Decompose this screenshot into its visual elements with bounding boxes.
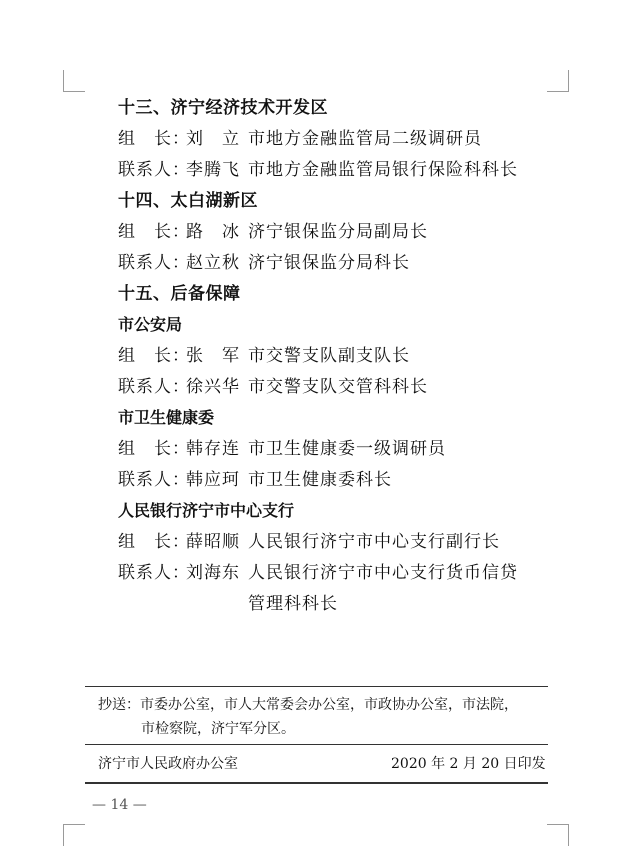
person-title: 市交警支队交管科科长 <box>248 377 428 397</box>
unit-heading: 市卫生健康委 <box>118 408 215 427</box>
person-title-continuation <box>248 593 338 615</box>
row-contact <box>118 376 428 398</box>
person-name: 刘 立 <box>186 129 240 149</box>
row-leader <box>118 221 428 243</box>
row-leader <box>118 438 446 460</box>
person-name: 张 军 <box>186 346 240 366</box>
crop-mark-top-left <box>63 70 64 92</box>
person-title: 济宁银保监分局科长 <box>248 253 410 273</box>
role-label: 组 长： <box>118 532 190 552</box>
person-title: 济宁银保监分局副局长 <box>248 222 428 242</box>
unit-heading: 人民银行济宁市中心支行 <box>118 501 295 520</box>
section-heading-13: 十三、济宁经济技术开发区 <box>118 98 328 118</box>
page-number: — 14 — <box>92 797 147 813</box>
section-heading-14: 十四、太白湖新区 <box>118 191 258 211</box>
issue-date: 2020 年 2 月 20 日印发 <box>391 756 546 772</box>
person-title: 市交警支队副支队长 <box>248 346 410 366</box>
footer-rule <box>85 782 548 784</box>
role-label: 联系人： <box>118 377 190 397</box>
role-label: 组 长： <box>118 222 190 242</box>
person-name: 刘海东 <box>186 563 240 583</box>
role-label: 组 长： <box>118 439 190 459</box>
row-leader <box>118 531 500 553</box>
person-name: 徐兴华 <box>186 377 240 397</box>
role-label: 联系人： <box>118 563 190 583</box>
person-name: 韩存连 <box>186 439 240 459</box>
cc-bottom-rule <box>85 744 548 745</box>
row-contact <box>118 469 392 491</box>
person-title: 市卫生健康委一级调研员 <box>248 439 446 459</box>
role-label: 联系人： <box>118 160 190 180</box>
role-label: 联系人： <box>118 470 190 490</box>
crop-mark-top-left-h <box>63 91 85 92</box>
crop-mark-bottom-right <box>568 824 569 846</box>
person-title: 市卫生健康委科长 <box>248 470 392 490</box>
row-contact <box>118 159 518 181</box>
person-title: 人民银行济宁市中心支行货币信贷 <box>248 563 518 583</box>
issuer: 济宁市人民政府办公室 <box>98 756 238 772</box>
row-contact <box>118 562 518 584</box>
role-label: 组 长： <box>118 129 190 149</box>
person-name: 李腾飞 <box>186 160 240 180</box>
person-name: 韩应珂 <box>186 470 240 490</box>
crop-mark-bottom-left-h <box>63 824 85 825</box>
crop-mark-top-right-h <box>547 91 569 92</box>
person-title: 人民银行济宁市中心支行副行长 <box>248 532 500 552</box>
row-leader <box>118 345 410 367</box>
person-name: 赵立秋 <box>186 253 240 273</box>
role-label: 组 长： <box>118 346 190 366</box>
person-title: 市地方金融监管局银行保险科科长 <box>248 160 518 180</box>
row-leader <box>118 128 482 150</box>
cc-top-rule <box>85 686 548 687</box>
crop-mark-bottom-left <box>63 824 64 846</box>
person-title-cont: 管理科科长 <box>248 594 338 614</box>
crop-mark-top-right <box>568 70 569 92</box>
unit-heading: 市公安局 <box>118 315 183 334</box>
row-contact <box>118 252 410 274</box>
person-title: 市地方金融监管局二级调研员 <box>248 129 482 149</box>
person-name: 薛昭顺 <box>186 532 240 552</box>
crop-mark-bottom-right-h <box>547 824 569 825</box>
person-name: 路 冰 <box>186 222 240 242</box>
role-label: 联系人： <box>118 253 190 273</box>
section-heading-15: 十五、后备保障 <box>118 284 241 304</box>
cc-line-1: 抄送：市委办公室，市人大常委会办公室，市政协办公室，市法院， <box>98 697 518 713</box>
cc-line-2: 市检察院，济宁军分区。 <box>141 721 295 737</box>
